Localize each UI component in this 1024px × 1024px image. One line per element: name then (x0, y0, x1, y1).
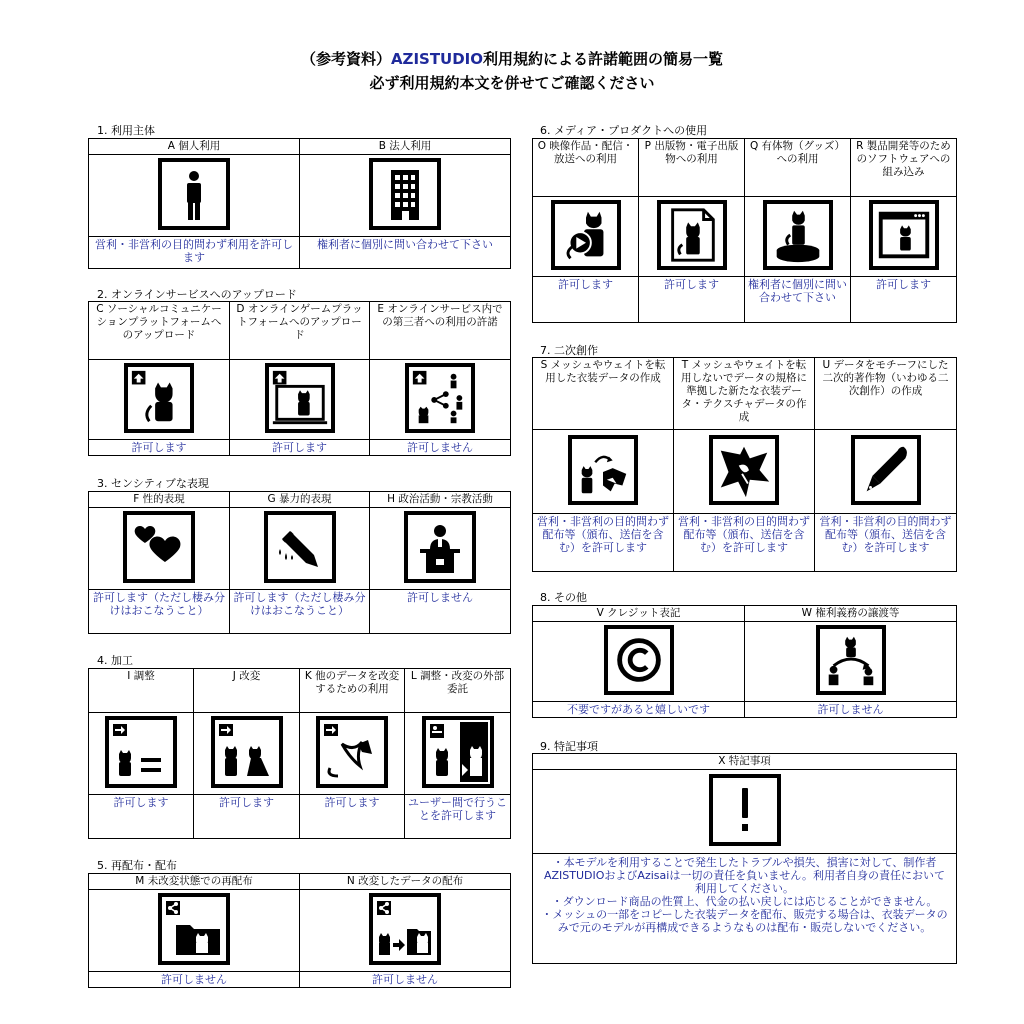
header-O: O 映像作品・配信・放送への利用 (533, 139, 639, 197)
result-E: 許可しません (370, 440, 511, 456)
knife-icon (264, 511, 336, 583)
header-S: S メッシュやウェイトを転用した衣装データの作成 (533, 358, 674, 430)
page-title (0, 48, 1024, 69)
outsource-icon (422, 716, 494, 788)
copyright-icon (604, 625, 674, 695)
result-Q: 権利者に個別に問い合わせて下さい (745, 277, 851, 323)
result-C: 許可します (89, 440, 230, 456)
section-6-table (532, 138, 957, 323)
header-V: V クレジット表記 (533, 606, 745, 622)
result-F: 許可します（ただし棲み分けはおこなうこと） (89, 590, 230, 634)
section-1-heading: 1. 利用主体 (97, 124, 155, 137)
result-B: 権利者に個別に問い合わせて下さい (300, 237, 511, 269)
result-S: 営利・非営利の目的問わず配布等（頒布、送信を含む）を許可します (533, 514, 674, 572)
result-W: 許可しません (745, 702, 957, 718)
redistribute-folder-icon (158, 893, 230, 965)
section-3-table (88, 491, 511, 634)
new-costume-icon (709, 435, 779, 505)
section-7-table (532, 357, 957, 572)
result-V: 不要ですがあると嬉しいです (533, 702, 745, 718)
result-T: 営利・非営利の目的問わず配布等（頒布、送信を含む）を許可します (674, 514, 815, 572)
ribbon-modify-icon (316, 716, 388, 788)
section-4-heading: 4. 加工 (97, 654, 133, 667)
section-5-table (88, 873, 511, 988)
section-3-heading: 3. センシティブな表現 (97, 477, 209, 490)
page-subtitle: 必ず利用規約本文を併せてご確認ください (369, 74, 655, 92)
title-rest: 利用規約による許諾範囲の簡易一覧 (483, 50, 724, 68)
result-D: 許可します (230, 440, 370, 456)
publication-icon (657, 200, 727, 270)
header-I: I 調整 (89, 669, 194, 713)
section-5-heading: 5. 再配布・配布 (97, 859, 177, 872)
header-J: J 改変 (194, 669, 300, 713)
result-M: 許可しません (89, 972, 300, 988)
result-P: 許可します (639, 277, 745, 323)
goods-figure-icon (763, 200, 833, 270)
result-H: 許可しません (370, 590, 511, 634)
result-O: 許可します (533, 277, 639, 323)
header-N: N 改変したデータの配布 (300, 874, 511, 890)
header-X: X 特記事項 (533, 754, 957, 770)
note-1: ・本モデルを利用することで発生したトラブルや損失、損害に対して、制作者AZISTUDIOおよびAzisaiは一切の責任を負いません。利用者自身の責任において利用してください。 (544, 856, 945, 895)
result-N: 許可しません (300, 972, 511, 988)
adjust-icon (105, 716, 177, 788)
upload-social-icon (124, 363, 194, 433)
third-party-share-icon (405, 363, 475, 433)
header-L: L 調整・改変の外部委託 (405, 669, 511, 713)
brand-name: AZISTUDIO (390, 50, 484, 68)
section-2-heading: 2. オンラインサービスへのアップロード (97, 288, 297, 301)
header-T: T メッシュやウェイトを転用しないでデータの規格に準拠した新たな衣装データ・テクスチャデータの作成 (674, 358, 815, 430)
header-P: P 出版物・電子出版物への利用 (639, 139, 745, 197)
section-4-table (88, 668, 511, 839)
section-8-heading: 8. その他 (540, 591, 587, 604)
header-C: C ソーシャルコミュニケーションプラットフォームへのアップロード (89, 302, 230, 360)
rights-transfer-icon (816, 625, 886, 695)
exclamation-icon (709, 774, 781, 846)
header-B: B 法人利用 (300, 139, 511, 155)
result-R: 許可します (851, 277, 957, 323)
title-prefix: （参考資料） (300, 50, 391, 68)
section-1-table (88, 138, 511, 269)
header-Q: Q 有体物（グッズ）への利用 (745, 139, 851, 197)
result-J: 許可します (194, 795, 300, 839)
section-7-heading: 7. 二次創作 (540, 344, 598, 357)
header-M: M 未改変状態での再配布 (89, 874, 300, 890)
result-L: ユーザー間で行うことを許可します (405, 795, 511, 839)
modify-icon (211, 716, 283, 788)
hearts-icon (123, 511, 195, 583)
software-window-icon (869, 200, 939, 270)
video-play-icon (551, 200, 621, 270)
section-8-table (532, 605, 957, 718)
header-U: U データをモチーフにした二次的著作物（いわゆる二次創作）の作成 (815, 358, 957, 430)
upload-game-icon (265, 363, 335, 433)
podium-speaker-icon (404, 511, 476, 583)
section-2-table (88, 301, 511, 456)
special-notes (533, 854, 957, 964)
result-K: 許可します (300, 795, 405, 839)
pen-nib-icon (851, 435, 921, 505)
header-R: R 製品開発等のためのソフトウェアへの組み込み (851, 139, 957, 197)
result-I: 許可します (89, 795, 194, 839)
section-9-heading: 9. 特記事項 (540, 740, 598, 753)
mesh-transfer-icon (568, 435, 638, 505)
section-6-heading: 6. メディア・プロダクトへの使用 (540, 124, 708, 137)
header-H: H 政治活動・宗教活動 (370, 492, 511, 508)
result-G: 許可します（ただし棲み分けはおこなうこと） (230, 590, 370, 634)
note-2: ・ダウンロード商品の性質上、代金の払い戻しには応じることができません。 (551, 895, 938, 908)
header-F: F 性的表現 (89, 492, 230, 508)
result-A: 営利・非営利の目的問わず利用を許可します (89, 237, 300, 269)
header-W: W 権利義務の譲渡等 (745, 606, 957, 622)
note-3: ・メッシュの一部をコピーした衣装データを配布、販売する場合は、衣装データのみで元のモデルが再構成できるようなものは配布・販売しないでください。 (541, 908, 948, 934)
building-icon (369, 158, 441, 230)
header-G: G 暴力的表現 (230, 492, 370, 508)
section-9-table (532, 753, 957, 964)
header-K: K 他のデータを改変するための利用 (300, 669, 405, 713)
header-D: D オンラインゲームプラットフォームへのアップロード (230, 302, 370, 360)
result-U: 営利・非営利の目的問わず配布等（頒布、送信を含む）を許可します (815, 514, 957, 572)
modified-distribute-icon (369, 893, 441, 965)
header-A: A 個人利用 (89, 139, 300, 155)
header-E: E オンラインサービス内での第三者への利用の許諾 (370, 302, 511, 360)
person-icon (158, 158, 230, 230)
